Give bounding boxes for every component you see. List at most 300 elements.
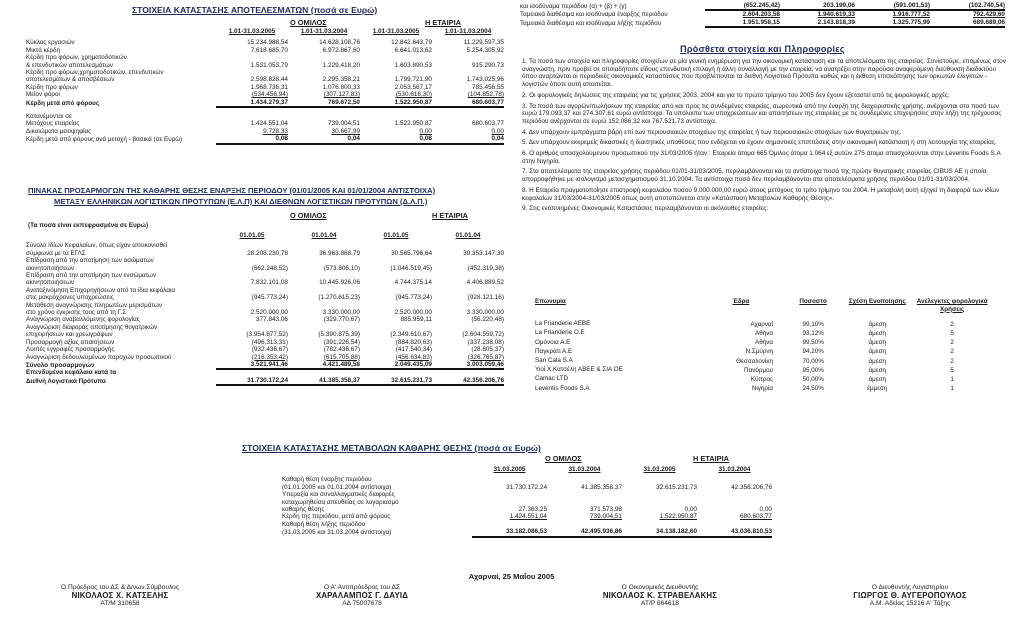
table-row [535,328,995,337]
row-label: Μείον φόροι [26,91,60,99]
row-label: Κέρδη της περιόδου, μετά από φόρους [282,513,391,521]
row-label: Κέρδη μετά από φόρους [26,99,100,107]
date-header: 01.01.04 [311,232,337,239]
equity-group-header: Ο ΟΜΙΛΟΣ [545,454,582,463]
cell [432,257,504,264]
cell: 1.229.418,20 [322,61,360,69]
cell [288,54,360,61]
cell: 31.730.172,24 [216,377,288,385]
cell: 36.963.868,79 [319,249,360,257]
table-row [520,10,1005,18]
cell: 1.916.777,52 [892,11,930,19]
row-label: Λοιπές εγγραφές προσαρμογής [26,346,115,354]
row-label: καθαρής θέσης [282,506,325,514]
period-header: 1.01-31.03.2004 [300,28,348,35]
signature-title: Ο Διευθυντής Λογιστηρίου [871,584,949,591]
cell: (1.270.615,23) [318,294,360,302]
table-row [26,346,504,353]
cell: (104.852,78) [467,91,504,99]
note-7: 7. Στα αποτελέσματα της εταιρείας χρήσης περιόδου 01/01-31/03/2005, περιλαμβάνονται και τα αντίστοιχα ποσά της πρώην θυγατρικής εταιρείας CIBUS AE η οποία απορροφήθηκε με ισολογισμό μετασχηματισμού 31.10.2004. Τα αντίστοιχα ποσά δεν περιλαμβάνονται στα αποτελέσματα χρήσης περιόδου 01/01-31/03/2004. [522,168,987,184]
cell: (884.820,63) [395,338,432,346]
cell [216,272,288,279]
cell: 2.143.818,39 [780,19,855,27]
cell [432,287,504,294]
cell: 2.295.358,21 [322,76,360,84]
cell: 4.421.489,58 [288,361,360,369]
row-label: Υπεραξία και συναλλαγματικές διαφορές [282,491,395,499]
table-row [520,2,1005,10]
cell: (102.740,54) [930,2,1005,10]
cell: 1.743.025,96 [466,76,504,84]
note-6: 6. Ο αριθμός απασχολούμενου προσωπικού την 31/03/2005 ήταν : Εταιρεία άτομα 665 Όμιλος άτομα 1.064 εξ αυτών 275 άτομα απασχολούνται στην Leventis Foods S.A στην Νιγηρία. [522,150,1001,165]
table-row [26,242,504,249]
sub-pct: 50,00% [802,376,824,384]
signature-block [560,584,760,607]
sub-name: La Frianderie O.E [535,329,585,337]
row-label: Ταμειακά διαθέσιμα και ισοδύναμα λήξης περιόδου [520,19,662,27]
sub-rel: άμεση [868,366,887,374]
cell: 3.330.000,00 [322,309,360,317]
table-row [282,476,772,483]
cell: 1.940.619,33 [817,11,855,19]
table-row [26,377,504,385]
sub-rel: άμεση [868,376,887,384]
cell: (216.353,42) [251,353,288,361]
cell: 31.730.172,24 [506,483,547,491]
date-header: 31.03.2005 [493,466,526,473]
cell: 39.353.147,30 [463,249,504,257]
row-label: ακινητοποιήσεων [26,264,75,272]
cell: 32.615.231,73 [656,483,697,491]
cell: 43.036.810,53 [697,528,772,536]
cell: 12.842.643,79 [391,39,432,47]
row-label: Προσαρμογή αξίας απαιτήσεων [26,338,115,346]
signature-id: ΑΤ/Μ 310658 [100,600,140,607]
cell: 0,08 [360,135,432,143]
cell: 32.615.231,73 [360,377,432,385]
cell [472,499,547,506]
sub-years: 1 [950,376,954,384]
signature-name: ΝΙΚΟΛΑΟΣ Κ. ΣΤΡΑΒΕΛΑΚΗΣ [602,591,718,600]
table-row [282,491,772,498]
signature-title: Ο Α' Αντιπρόεδρος του ΔΣ [323,584,401,591]
cell: 680.603,77 [432,99,504,107]
signature-name: ΧΑΡΑΛΑΜΠΟΣ Γ. ΔΑΥΙΔ [315,591,409,600]
sub-pct: 93,12% [802,330,824,337]
cell [622,476,697,483]
row-label: & επενδυτικών αποτελεσμάτων [26,61,113,69]
table-row [26,369,504,376]
table-row [26,316,504,323]
cell: 28.208.230,78 [247,249,288,257]
cell: (591.001,53) [855,2,930,10]
cell: (782.436,67) [323,346,360,354]
sub-years: 1 [950,385,954,393]
row-label: Αναταξινόμηση Επιχορηγήσεων από τα ίδια κεφάλαια [26,286,176,294]
col-header: Έδρα [732,298,750,305]
sub-years: 2 [950,320,954,328]
cell: 7.618.685,70 [250,46,288,54]
cell [432,324,504,331]
row-label: (31.03.2005 και 31.03.2004 αντίστοιχα) [282,529,392,537]
sub-rel: άμεση [868,339,887,347]
table-row [282,521,772,528]
cell [622,521,697,528]
equity-title: ΣΤΟΙΧΕΙΑ ΚΑΤΑΣΤΑΣΗΣ ΜΕΤΑΒΟΛΩΝ ΚΑΘΑΡΗΣ ΘΕΣΗΣ (ποσά σε Ευρώ) [242,443,541,453]
table-row [26,84,504,91]
income-period-row [26,28,504,35]
row-label: Μικτά κέρδη [26,46,61,54]
sub-pct: 99,50% [802,339,824,347]
cell: 785.456,55 [472,83,504,91]
info-notes [522,58,1006,213]
sub-years: 5 [950,366,954,374]
row-label: αποτελεσμάτων & αποσβέσεων [26,76,115,84]
cell: (326.765,87) [467,353,504,361]
cell: 915.290,73 [472,61,504,69]
row-label: Επενδυμένα κεφάλαια κατά τα [26,369,117,377]
table-row [26,294,504,301]
income-table [26,28,504,145]
cell: 7.832.101,08 [250,279,288,287]
cell [432,54,504,61]
cell: 0,04 [432,135,504,143]
cell [288,369,360,376]
cell [622,491,697,498]
cell [216,324,288,331]
table-row [26,257,504,264]
cell: 2.604.203,58 [742,11,780,19]
sub-seat: Πανόρμου [744,366,774,374]
cell: 42.356.206,76 [731,483,772,491]
cell [216,302,288,309]
sub-pct: 70,00% [802,357,824,365]
row-label: και ισοδύναμα περιόδου (α) + (β) + (γ) [520,3,627,10]
row-label: Κέρδη μετά από φόρους ανά μετοχή - βασικά (σε Ευρώ) [26,136,183,144]
col-header: Ποσοστό [799,298,827,305]
sub-name: Παγκράτι Α.Ε [535,347,573,355]
cell: 42.356.206,76 [432,377,504,385]
cell: 2.053.567,17 [394,83,432,91]
adjust-title-2: ΜΕΤΑΞΥ ΕΛΛΗΝΙΚΩΝ ΛΟΓΙΣΤΙΚΩΝ ΠΡΟΤΥΠΩΝ (Ε.Λ.Π) ΚΑΙ ΔΙΕΘΝΩΝ ΛΟΓΙΣΤΙΚΩΝ ΠΡΟΤΥΠΩΝ (Δ.Λ.Π.) [54,197,428,206]
sub-pct: 99,10% [802,320,824,328]
sub-seat: Θεσσαλονίκη [736,357,774,365]
table-row [520,19,1005,27]
income-group-header: Ο ΟΜΙΛΟΣ [290,18,327,27]
cell: (573.806,10) [323,264,360,272]
cell [472,476,547,483]
cell: 0,00 [759,506,772,514]
cell: 0,00 [491,127,504,135]
adjust-table [26,232,504,386]
sub-pct: 94,20% [802,348,824,356]
row-label: Κύκλος εργασιών [26,39,75,47]
table-row [26,39,504,46]
equity-date-row [282,466,772,473]
cell: 3.521.941,46 [216,361,288,369]
cell: 1.424.551,04 [509,513,547,521]
cell: 0,04 [288,135,360,143]
sub-seat: Αθήνα [755,330,774,337]
cell [547,521,622,528]
cell [216,257,288,264]
period-header: 1.01-31.03.2004 [444,28,492,35]
cell: 1.424.551,04 [250,120,288,128]
cell [472,521,547,528]
info-title: Πρόσθετα στοιχεία και Πληροφορίες [680,44,845,54]
row-label: Καθαρή θέση έναρξης περιόδου [282,476,372,484]
table-row [26,302,504,309]
cell: (662.248,52) [251,264,288,272]
cell [216,69,288,76]
table-row [535,347,995,356]
cell [288,324,360,331]
cell: 680.603,77 [740,513,772,521]
cell: 3.003.059,46 [432,361,504,369]
cell: (452.319,38) [467,264,504,272]
cell: (1.046.519,45) [390,264,432,272]
cell: 0,08 [216,135,288,143]
cell: 680.603,77 [472,120,504,128]
cell: 34.138.182,60 [622,528,697,536]
cell: 377.843,06 [256,316,288,324]
table-row [26,354,504,361]
cell [472,491,547,498]
period-header: 1.01-31.03.2005 [228,28,276,35]
table-row [26,62,504,69]
cell [360,324,432,331]
cell: (615.705,88) [323,353,360,361]
table-row [26,120,504,127]
sub-name: Υιοί Χ.Κατσέλη ΑΒΕΕ & ΣΙΑ ΟΕ [535,366,623,374]
row-label: επιχειρήσεων και χρεωγράφων [26,331,113,339]
table-row [535,374,995,383]
row-label: Αναγνώριση δεδουλευμένων παροχών προσωπικού [26,353,172,361]
cell: 371.573,98 [590,506,622,514]
row-label: (01.01.2005 και 01.01.2004 αντίστοιχα) [282,483,392,491]
cell: 2.520.000,00 [394,309,432,317]
table-row [282,513,772,520]
cell: 14.628.108,76 [319,39,360,47]
row-label: Καθαρή θέση λήξης περιόδου [282,520,366,528]
adjust-group-header: Ο ΟΜΙΛΟΣ [290,211,327,220]
row-label: Κατανέμονται σε [26,113,72,121]
table-row [535,319,995,328]
sub-name: La Frianderie AEBE [535,320,591,328]
period-header: 1.01-31.03.2005 [372,28,420,35]
cell [432,69,504,76]
cell: 4.406.889,52 [466,279,504,287]
cell [360,242,432,249]
note-2: 2. Οι φορολογικές δηλώσεις της εταιρείας για τις χρήσεις 2003, 2004 και για το πρώτο τρίμηνο του 2005 δεν έχουν εξεταστεί από τις φορολογικές αρχές. [522,91,950,99]
signature-name: ΓΙΩΡΓΟΣ Θ. ΑΥΓΕΡΟΠΟΥΛΟΣ [853,591,967,600]
cell [288,302,360,309]
subsidiaries-table [535,298,995,393]
col-header: Ανέλεγκτες φορολογικά Χρήσεις [916,298,988,313]
cell: 4.744.375,14 [394,279,432,287]
sub-rel: άμεση [868,357,887,365]
cell: 5.254.305,92 [466,46,504,54]
cell: (28.605,37) [471,346,504,354]
cell: 3.330.000,00 [466,309,504,317]
cell: (337.238,08) [467,338,504,346]
cell: (2.349.610,67) [390,331,432,339]
cell: 769.672,50 [288,99,360,107]
cell: (417.540,34) [395,346,432,354]
cell: 6.972.867,60 [322,46,360,54]
cell: 1.603.890,53 [394,61,432,69]
cell [360,257,432,264]
cell [547,476,622,483]
cell [697,476,772,483]
row-label: σύμφωνα με τα ΕΓΛΣ [26,249,86,257]
sub-name: Leventis Foods S.A [535,384,590,392]
cashflow-table [520,2,1005,28]
sub-seat: Κύπρος [750,376,774,384]
cell [697,499,772,506]
signature-block [262,584,462,607]
sub-seat: Ν.Σμύρνη [745,348,774,356]
sub-rel: άμεση [868,348,887,356]
cell: 41.385.358,37 [288,377,360,385]
row-label: Ταμειακά διαθέσιμα και ισοδύναμα έναρξης περιόδου [520,11,668,19]
note-1: 1. Τα ποσά των στοιχεία και πληροφορίες στοιχείων σε μία γενική ενημέρωση για την οικονομική κατάσταση και τα αποτελέσματα της εταιρείας. Συνιστούμε, επομένως στον αναγνώστη, πριν προβεί σε οποιαδήποτε είδους επενδυτική επιλογή ή άλλη συναλλαγή με την εταιρεία, να ανατρέξει στην παρούσα αναφερόμενη διεύθυνση διαδικτύου όπου αναρτώνται οι περιοδικές οικονομικές καταστάσεις που προβλέπονται τα διεθνή Λογιστικά Πρότυπα καθώς και η έκθεση επισκόπησης των ορκωτών ελεγκτών - λογιστών όποτε αυτή απαιτείται. [522,58,1006,89]
date-header: 01.01.05 [239,232,265,239]
sub-seat: Νιγηρία [751,385,774,393]
row-label: Δικαιώματα μειοψηφίας [26,127,92,135]
cell: 792.429,60 [973,11,1005,19]
cell: 1.522.950,87 [659,513,697,521]
sub-years: 2 [950,348,954,356]
row-label: Κέρδη προ φόρων [26,83,78,91]
adjust-title-1: ΠΙΝΑΚΑΣ ΠΡΟΣΑΡΜΟΓΩΝ ΤΗΣ ΚΑΘΑΡΗΣ ΘΕΣΗΣ ΕΝΑΡΞΗΣ ΠΕΡΙΟΔΟΥ (01/01/2005 ΚΑΙ 01/01/2004 ΑΝΤΙΣΤΟΙΧΑ) [28,186,436,195]
sub-years: 2 [950,339,954,347]
cell [432,272,504,279]
cell: 1.325.775,99 [855,19,930,27]
sub-years: 2 [950,357,954,365]
table-row [282,499,772,506]
sub-pct: 95,00% [802,366,824,374]
row-label: καταχωρηθείσα απευθείας σε λογαριασμό [282,498,399,506]
cell [216,287,288,294]
cell: (56.220,48) [471,316,504,324]
cell [547,499,622,506]
cell: (928.121,16) [467,294,504,302]
cell: 1.522.950,87 [360,99,432,107]
cell: 689.689,06 [930,19,1005,27]
equity-table [282,466,772,538]
cell: 0,00 [419,127,432,135]
cell [216,369,288,376]
cell [216,54,288,61]
income-title: ΣΤΟΙΧΕΙΑ ΚΑΤΑΣΤΑΣΗΣ ΑΠΟΤΕΛΕΣΜΑΤΩΝ (ποσά σε Ευρώ) [132,5,378,15]
cell [360,69,432,76]
row-label: Επίδραση από την αποτίμηση των ενσώματων [26,272,157,280]
cell: 2.598.828,44 [250,76,288,84]
cell [697,491,772,498]
sub-rel: άμεση [868,320,887,328]
date-header: 01.01.04 [455,232,481,239]
cell: 1.951.958,15 [705,19,780,27]
cell [360,54,432,61]
adjust-company-header: Η ΕΤΑΙΡΙΑ [432,211,468,220]
cell: 1.434.279,37 [216,99,288,107]
cell [432,242,504,249]
signature-id: ΑΤ/Ρ 664618 [641,600,679,607]
cell: 0,00 [684,506,697,514]
adjust-unit: (Τα ποσά είναι εκπεφρασμένα σε Ευρώ) [28,222,149,229]
signature-id: ΑΔ 75007678 [342,600,382,607]
income-company-header: Η ΕΤΑΙΡΙΑ [425,18,461,27]
signature-title: Ο Οικονομικός Διευθυντής [621,584,699,591]
col-header: Επωνυμία [535,298,566,305]
table-row [26,128,504,135]
note-8: 8. Η Εταιρεία πραγματοποίησε επιστροφή κεφαλαίου ποσού 9.000.000,00 ευρώ στους μετόχους το τρίτο τρίμηνο του 2004. Η μεταβολή αυτή εξηγεί τη διαφορά των ιδίων κεφαλαίων 31/03/2004-31/03/2005 όπως αυτή αποτυπώνεται στην «Κατάσταση Μεταβολών Καθαρής Θέσης». [522,186,1000,202]
cell: 1.968.736,31 [250,83,288,91]
row-label: Μετόχους εταιρείας [26,120,80,128]
cell: (3.954.877,52) [246,331,288,339]
sub-name: Ομόνοια Α.Ε [535,338,571,346]
cell: 10.445.926,06 [319,279,360,287]
cell: (652.245,42) [705,2,780,10]
cell [216,242,288,249]
cell: (391.226,54) [323,338,360,346]
cell [622,499,697,506]
row-label: Σύνολο προσαρμογών [26,361,95,369]
row-label: στις μακρόχρονες υποχρεώσεις [26,294,114,302]
row-label: στο χρόνο έγκρισης τους από τη Γ.Σ [26,309,127,317]
subsidiaries-header-row [535,298,995,313]
cell: (530.616,30) [395,91,432,99]
date-header: 31.03.2004 [568,466,601,473]
col-header: Σχέση Ενοποίησης [848,298,906,305]
cell: (945.773,24) [251,294,288,302]
cell: 1.531.053,79 [250,61,288,69]
sub-seat: Αχαρναί [750,320,774,328]
note-9: 9. Στις ενοποιημένες Οικονομικές Καταστάσεις περιλαμβάνονται οι ακόλουθες εταιρείες: [522,205,769,213]
cell: 1.076.800,33 [322,83,360,91]
signature-title: Ο Πρόεδρος του ΔΣ & Δ/νων Σύμβουλος [60,584,179,591]
cell [432,369,504,376]
signature-name: ΝΙΚΟΛΑΟΣ Χ. ΚΑΤΣΕΛΗΣ [71,591,169,600]
row-label: Διεθνή Λογιστικά Πρότυπα [26,377,106,385]
cell [697,521,772,528]
sub-name: San Cala S.A [535,357,573,364]
table-row [282,528,772,536]
cell [360,272,432,279]
table-row [535,356,995,365]
table-row [26,331,504,338]
table-row [26,279,504,286]
cell: 739.004,51 [328,120,360,128]
cell [360,369,432,376]
cell [288,242,360,249]
table-row [26,91,504,98]
signature-block [20,584,220,607]
cell: 41.385.358,37 [581,483,622,491]
cell [288,257,360,264]
cell: 1.522.950,87 [394,120,432,128]
cell: (932.436,67) [251,346,288,354]
cell: 11.229.597,35 [463,39,504,47]
cell: (534.456,94) [251,91,288,99]
date-header: 31.03.2005 [643,466,676,473]
row-label: Αναγνώριση διαφοράς αποτίμησης θυγατρικών [26,323,158,331]
cell: 33.182.086,53 [472,528,547,536]
cell: 27.363,25 [518,506,547,514]
cell [288,272,360,279]
signature-block [805,584,1015,607]
